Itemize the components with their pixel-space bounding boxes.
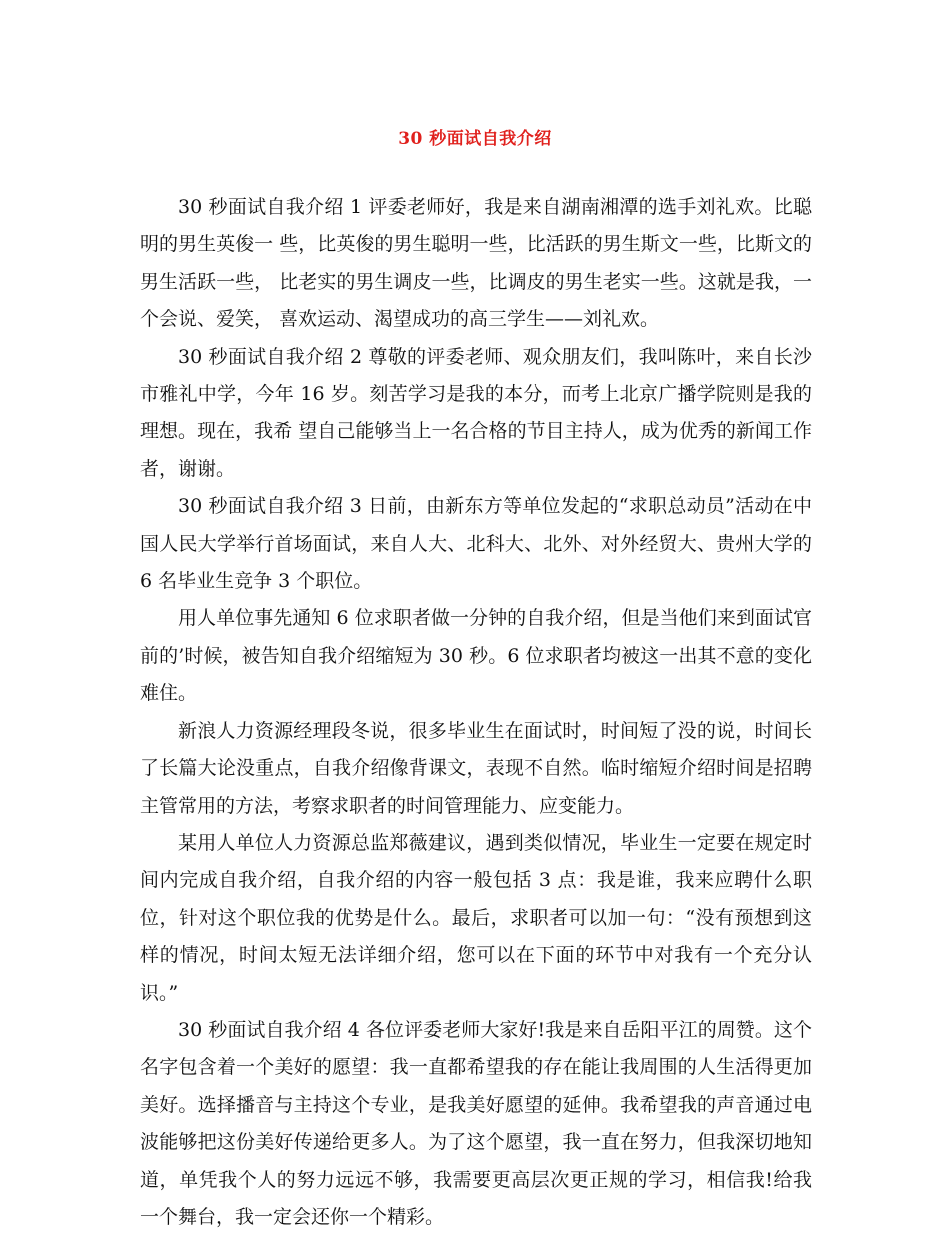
document-body	[140, 189, 812, 1236]
paragraph-intro-3: 30 秒面试自我介绍 3 日前，由新东方等单位发起的“求职总动员”活动在中国人民大学举行首场面试，来自人大、北科大、北外、对外经贸大、贵州大学的 6 名毕业生竞争 3 个职位。	[140, 495, 812, 593]
paragraph-intro-4: 30 秒面试自我介绍 4 各位评委老师大家好!我是来自岳阳平江的周赞。这个名字包含着一个美好的愿望：我一直都希望我的存在能让我周围的人生活得更加美好。选择播音与主持这个专业，是我美好愿望的延伸。我希望我的声音通过电波能够把这份美好传递给更多人。为了这个愿望，我一直在努力，但我深切地知道，单凭我个人的努力远远不够，我需要更高层次更正规的学习，相信我!给我一个舞台，我一定会还你一个精彩。	[140, 1018, 812, 1228]
paragraph-hr-director: 某用人单位人力资源总监郑薇建议，遇到类似情况，毕业生一定要在规定时间内完成自我介绍，自我介绍的内容一般包括 3 点：我是谁，我来应聘什么职位，针对这个职位我的优势是什么。最后，求职者可以加一句：“没有预想到这样的情况，时间太短无法详细介绍，您可以在下面的环节中对我有一个充分认识。”	[140, 831, 812, 1004]
document-title: 30 秒面试自我介绍	[398, 129, 552, 149]
paragraph-notice: 用人单位事先通知 6 位求职者做一分钟的自我介绍，但是当他们来到面试官前的’时候，被告知自我介绍缩短为 30 秒。6 位求职者均被这一出其不意的变化难住。	[140, 607, 812, 705]
paragraph-intro-2: 30 秒面试自我介绍 2 尊敬的评委老师、观众朋友们，我叫陈叶，来自长沙市雅礼中学，今年 16 岁。刻苦学习是我的本分，而考上北京广播学院则是我的理想。现在，我希 望自己能够当上一名合格的节目主持人，成为优秀的新闻工作者，谢谢。	[140, 345, 812, 480]
paragraph-hr-manager: 新浪人力资源经理段冬说，很多毕业生在面试时，时间短了没的说，时间长了长篇大论没重点，自我介绍像背课文，表现不自然。临时缩短介绍时间是招聘主管常用的方法，考察求职者的时间管理能力、应变能力。	[140, 719, 812, 817]
paragraph-intro-1: 30 秒面试自我介绍 1 评委老师好，我是来自湖南湘潭的选手刘礼欢。比聪明的男生英俊一 些，比英俊的男生聪明一些，比活跃的男生斯文一些，比斯文的男生活跃一些， 比老实的男生调皮一些，比调皮的男生老实一些。这就是我，一个会说、爱笑， 喜欢运动、渴望成功的高三学生——刘礼欢。	[140, 196, 812, 331]
